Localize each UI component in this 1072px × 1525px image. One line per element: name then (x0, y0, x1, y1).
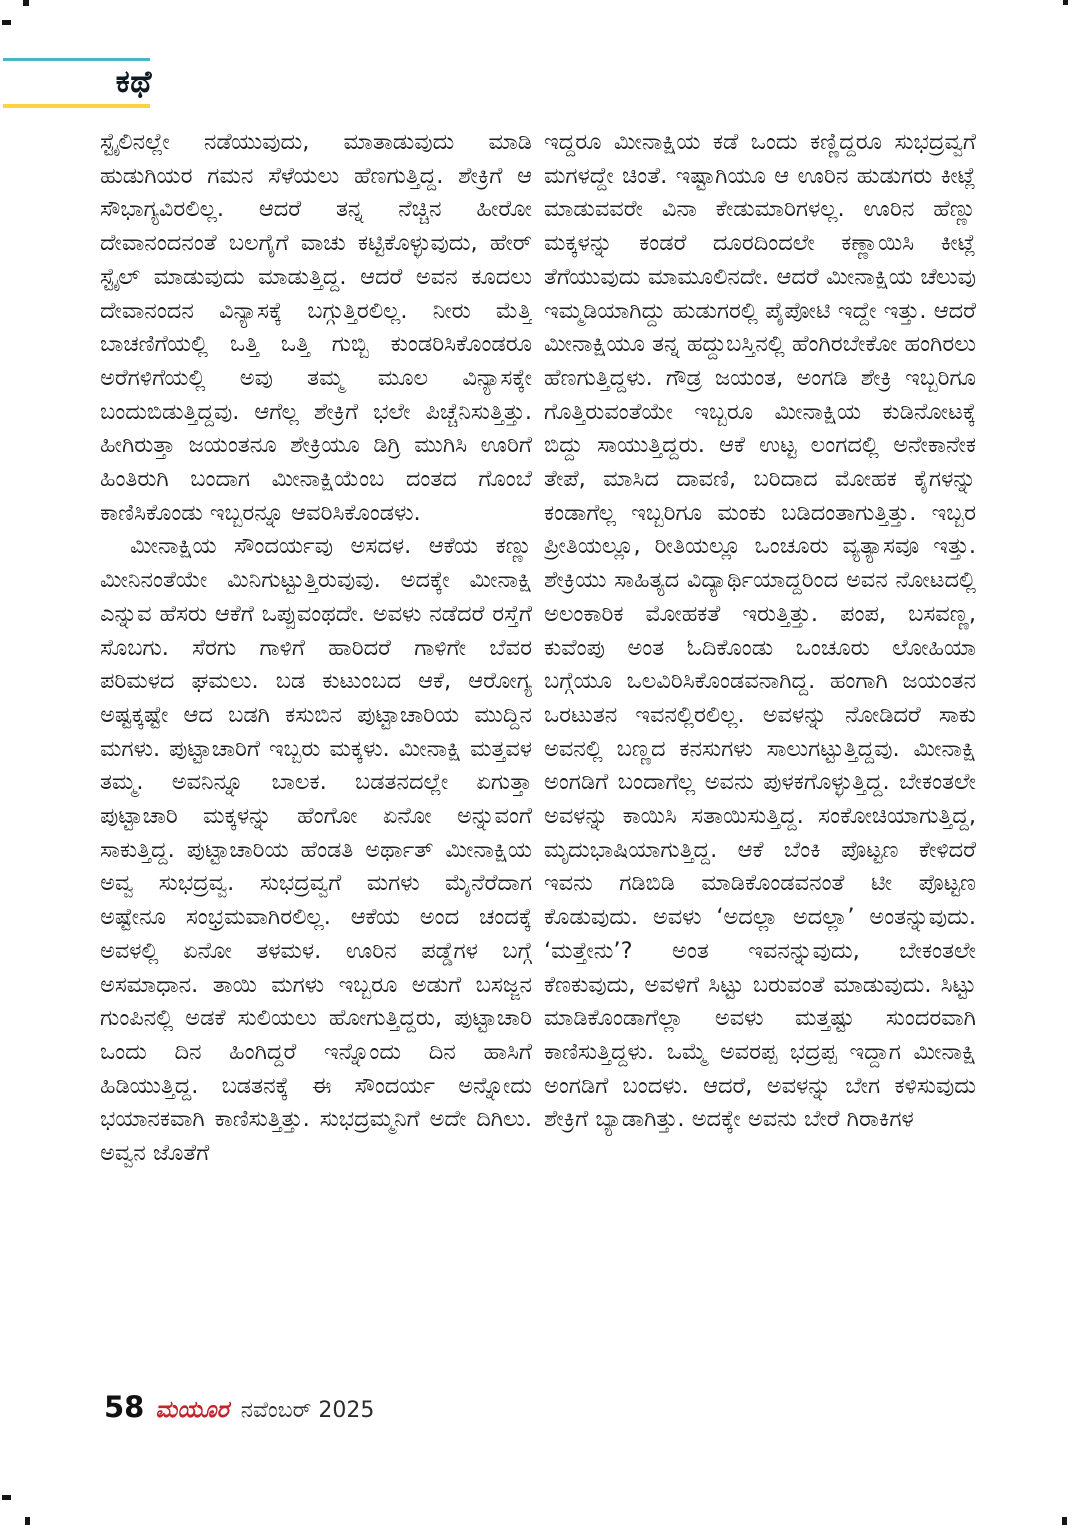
issue-date: ನವೆಂಬರ್ 2025 (240, 1398, 375, 1423)
magazine-logo: ಮಯೂರ (155, 1397, 229, 1423)
paragraph: ಮೀನಾಕ್ಷಿಯ ಸೌಂದರ್ಯವು ಅಸದಳ. ಆಕೆಯ ಕಣ್ಣು ಮೀನಿನಂತೆಯೇ ಮಿನಿಗುಟ್ಟುತ್ತಿರುವುವು. ಅದಕ್ಕೇ ಮೀನಾಕ್ಷಿ ಎನ್ನುವ ಹೆಸರು ಆಕೆಗೆ ಒಪ್ಪುವಂಥದೇ. ಅವಳು ನಡೆದರೆ ರಸ್ತೆಗೆ ಸೊಬಗು. ಸೆರಗು ಗಾಳಿಗೆ ಹಾರಿದರೆ ಗಾಳಿಗೇ ಬೆವರ ಪರಿಮಳದ ಘಮಲು. ಬಡ ಕುಟುಂಬದ ಆಕೆ, ಆರೋಗ್ಯ ಅಷ್ಟಕ್ಕಷ್ಟೇ ಆದ ಬಡಗಿ ಕಸುಬಿನ ಪುಟ್ಟಾಚಾರಿಯ ಮುದ್ದಿನ ಮಗಳು. ಪುಟ್ಟಾಚಾರಿಗೆ ಇಬ್ಬರು ಮಕ್ಕಳು. ಮೀನಾಕ್ಷಿ ಮತ್ತವಳ ತಮ್ಮ. ಅವನಿನ್ನೂ ಬಾಲಕ. ಬಡತನದಲ್ಲೇ ಏಗುತ್ತಾ ಪುಟ್ಟಾಚಾರಿ ಮಕ್ಕಳನ್ನು ಹೆಂಗೋ ಏನೋ ಅನ್ನುವಂಗೆ ಸಾಕುತ್ತಿದ್ದ. ಪುಟ್ಟಾಚಾರಿಯ ಹೆಂಡತಿ ಅರ್ಥಾತ್ ಮೀನಾಕ್ಷಿಯ ಅವ್ವ ಸುಭದ್ರವ್ವ. ಸುಭದ್ರವ್ವಗೆ ಮಗಳು ಮೈನೆರೆದಾಗ ಅಷ್ಟೇನೂ ಸಂಭ್ರಮವಾಗಿರಲಿಲ್ಲ. ಆಕೆಯ ಅಂದ ಚಂದಕ್ಕೆ ಅವಳಲ್ಲಿ ಏನೋ ತಳಮಳ. ಊರಿನ ಪಡ್ಡೆಗಳ ಬಗ್ಗೆ ಅಸಮಾಧಾನ. ತಾಯಿ ಮಗಳು ಇಬ್ಬರೂ ಅಡುಗೆ ಬಸಜ್ಜನ ಗುಂಪಿನಲ್ಲಿ ಅಡಕೆ ಸುಲಿಯಲು ಹೋಗುತ್ತಿದ್ದರು, ಪುಟ್ಟಾಚಾರಿ ಒಂದು ದಿನ ಹಿಂಗಿದ್ದರೆ ಇನ್ನೊಂದು ದಿನ ಹಾಸಿಗೆ ಹಿಡಿಯುತ್ತಿದ್ದ. ಬಡತನಕ್ಕೆ ಈ ಸೌಂದರ್ಯ ಅನ್ನೋದು ಭಯಾನಕವಾಗಿ ಕಾಣಿಸುತ್ತಿತ್ತು. ಸುಭದ್ರಮ್ಮನಿಗೆ ಅದೇ ದಿಗಿಲು. ಅವ್ವನ ಜೊತೆಗೆ (100, 533, 532, 1167)
registration-mark (2, 20, 11, 25)
header-rule-bottom (3, 104, 150, 108)
registration-mark (23, 0, 29, 6)
page-footer (104, 1390, 374, 1426)
section-title: ಕಥೆ (115, 64, 152, 100)
header-rule-top (3, 58, 150, 61)
paragraph: ಸ್ಟೈಲಿನಲ್ಲೇ ನಡೆಯುವುದು, ಮಾತಾಡುವುದು ಮಾಡಿ ಹುಡುಗಿಯರ ಗಮನ ಸೆಳೆಯಲು ಹೆಣಗುತ್ತಿದ್ದ. ಶೇಕ್ರಿಗೆ ಆ ಸೌಭಾಗ್ಯವಿರಲಿಲ್ಲ. ಆದರೆ ತನ್ನ ನೆಚ್ಚಿನ ಹೀರೋ ದೇವಾನಂದನಂತೆ ಬಲಗೈಗೆ ವಾಚು ಕಟ್ಟಿಕೊಳ್ಳುವುದು, ಹೇರ್ ಸ್ಟೈಲ್ ಮಾಡುವುದು ಮಾಡುತ್ತಿದ್ದ. ಆದರೆ ಅವನ ಕೂದಲು ದೇವಾನಂದನ ವಿನ್ಯಾಸಕ್ಕೆ ಬಗ್ಗುತ್ತಿರಲಿಲ್ಲ. ನೀರು ಮೆತ್ತಿ ಬಾಚಣಿಗೆಯಲ್ಲಿ ಒತ್ತಿ ಒತ್ತಿ ಗುಬ್ಬಿ ಕುಂಡರಿಸಿಕೊಂಡರೂ ಅರೆಗಳಿಗೆಯಲ್ಲಿ ಅವು ತಮ್ಮ ಮೂಲ ವಿನ್ಯಾಸಕ್ಕೇ ಬಂದುಬಿಡುತ್ತಿದ್ದವು. ಆಗೆಲ್ಲ ಶೇಕ್ರಿಗೆ ಭಲೇ ಪಿಚ್ಚೆನಿಸುತ್ತಿತ್ತು. ಹೀಗಿರುತ್ತಾ ಜಯಂತನೂ ಶೇಕ್ರಿಯೂ ಡಿಗ್ರಿ ಮುಗಿಸಿ ಊರಿಗೆ ಹಿಂತಿರುಗಿ ಬಂದಾಗ ಮೀನಾಕ್ಷಿಯೆಂಬ ದಂತದ ಗೊಂಬೆ ಕಾಣಿಸಿಕೊಂಡು ಇಬ್ಬರನ್ನೂ ಆವರಿಸಿಕೊಂಡಳು. (100, 129, 532, 526)
right-column (544, 126, 976, 1382)
left-column (100, 126, 532, 1382)
paragraph: ಇದ್ದರೂ ಮೀನಾಕ್ಷಿಯ ಕಡೆ ಒಂದು ಕಣ್ಣಿದ್ದರೂ ಸುಭದ್ರವ್ವಗೆ ಮಗಳದ್ದೇ ಚಿಂತೆ. ಇಷ್ಟಾಗಿಯೂ ಆ ಊರಿನ ಹುಡುಗರು ಕೀಟ್ಲೆ ಮಾಡುವವರೇ ವಿನಾ ಕೇಡುಮಾರಿಗಳಲ್ಲ. ಊರಿನ ಹೆಣ್ಣು ಮಕ್ಕಳನ್ನು ಕಂಡರೆ ದೂರದಿಂದಲೇ ಕಣ್ಣಾಯಿಸಿ ಕೀಟ್ಲೆ ತೆಗೆಯುವುದು ಮಾಮೂಲಿನದೇ. ಆದರೆ ಮೀನಾಕ್ಷಿಯ ಚೆಲುವು ಇಮ್ಮಡಿಯಾಗಿದ್ದು ಹುಡುಗರಲ್ಲಿ ಪೈಪೋಟಿ ಇದ್ದೇ ಇತ್ತು. ಆದರೆ ಮೀನಾಕ್ಷಿಯೂ ತನ್ನ ಹದ್ದುಬಸ್ತಿನಲ್ಲಿ ಹೆಂಗಿರಬೇಕೋ ಹಂಗಿರಲು ಹೆಣಗುತ್ತಿದ್ದಳು. ಗೌಡ್ರ ಜಯಂತ, ಅಂಗಡಿ ಶೇಕ್ರಿ ಇಬ್ಬರಿಗೂ ಗೊತ್ತಿರುವಂತೆಯೇ ಇಬ್ಬರೂ ಮೀನಾಕ್ಷಿಯ ಕುಡಿನೋಟಕ್ಕೆ ಬಿದ್ದು ಸಾಯುತ್ತಿದ್ದರು. ಆಕೆ ಉಟ್ಟ ಲಂಗದಲ್ಲಿ ಅನೇಕಾನೇಕ ತೇಪೆ, ಮಾಸಿದ ದಾವಣಿ, ಬರಿದಾದ ಮೋಹಕ ಕೈಗಳನ್ನು ಕಂಡಾಗೆಲ್ಲ ಇಬ್ಬರಿಗೂ ಮಂಕು ಬಡಿದಂತಾಗುತ್ತಿತ್ತು. ಇಬ್ಬರ ಪ್ರೀತಿಯಲ್ಲೂ, ರೀತಿಯಲ್ಲೂ ಒಂಚೂರು ವ್ಯತ್ಯಾಸವೂ ಇತ್ತು. ಶೇಕ್ರಿಯು ಸಾಹಿತ್ಯದ ವಿದ್ಯಾರ್ಥಿಯಾದ್ದರಿಂದ ಅವನ ನೋಟದಲ್ಲಿ ಅಲಂಕಾರಿಕ ಮೋಹಕತೆ ಇರುತ್ತಿತ್ತು. ಪಂಪ, ಬಸವಣ್ಣ, ಕುವೆಂಪು ಅಂತ ಓದಿಕೊಂಡು ಒಂಚೂರು ಲೋಹಿಯಾ ಬಗ್ಗೆಯೂ ಒಲವಿರಿಸಿಕೊಂಡವನಾಗಿದ್ದ. ಹಂಗಾಗಿ ಜಯಂತನ ಒರಟುತನ ಇವನಲ್ಲಿರಲಿಲ್ಲ. ಅವಳನ್ನು ನೋಡಿದರೆ ಸಾಕು ಅವನಲ್ಲಿ ಬಣ್ಣದ ಕನಸುಗಳು ಸಾಲುಗಟ್ಟುತ್ತಿದ್ದವು. ಮೀನಾಕ್ಷಿ ಅಂಗಡಿಗೆ ಬಂದಾಗೆಲ್ಲ ಅವನು ಪುಳಕಗೊಳ್ಳುತ್ತಿದ್ದ. ಬೇಕಂತಲೇ ಅವಳನ್ನು ಕಾಯಿಸಿ ಸತಾಯಿಸುತ್ತಿದ್ದ. ಸಂಕೋಚಿಯಾಗುತ್ತಿದ್ದ, ಮೃದುಭಾಷಿಯಾಗುತ್ತಿದ್ದ. ಆಕೆ ಬೆಂಕಿ ಪೊಟ್ಟಣ ಕೇಳಿದರೆ ಇವನು ಗಡಿಬಿಡಿ ಮಾಡಿಕೊಂಡವನಂತೆ ಟೀ ಪೊಟ್ಟಣ ಕೊಡುವುದು. ಅವಳು ‘ಅದಲ್ಲಾ ಅದಲ್ಲಾ’ ಅಂತನ್ನುವುದು. ‘ಮತ್ತೇನು’? ಅಂತ ಇವನನ್ನುವುದು, ಬೇಕಂತಲೇ ಕೆಣಕುವುದು, ಅವಳಿಗೆ ಸಿಟ್ಟು ಬರುವಂತೆ ಮಾಡುವುದು. ಸಿಟ್ಟು ಮಾಡಿಕೊಂಡಾಗೆಲ್ಲಾ ಅವಳು ಮತ್ತಷ್ಟು ಸುಂದರವಾಗಿ ಕಾಣಿಸುತ್ತಿದ್ದಳು. ಒಮ್ಮೆ ಅವರಪ್ಪ ಭದ್ರಪ್ಪ ಇದ್ದಾಗ ಮೀನಾಕ್ಷಿ ಅಂಗಡಿಗೆ ಬಂದಳು. ಆದರೆ, ಅವಳನ್ನು ಬೇಗ ಕಳಿಸುವುದು ಶೇಕ್ರಿಗೆ ಬ್ಯಾಡಾಗಿತ್ತು. ಅದಕ್ಕೇ ಅವನು ಬೇರೆ ಗಿರಾಕಿಗಳ (544, 129, 976, 1133)
page-number: 58 (104, 1390, 145, 1424)
registration-mark (1062, 1517, 1067, 1525)
registration-mark (1063, 0, 1068, 5)
registration-mark (2, 1495, 11, 1500)
registration-mark (25, 1517, 30, 1525)
